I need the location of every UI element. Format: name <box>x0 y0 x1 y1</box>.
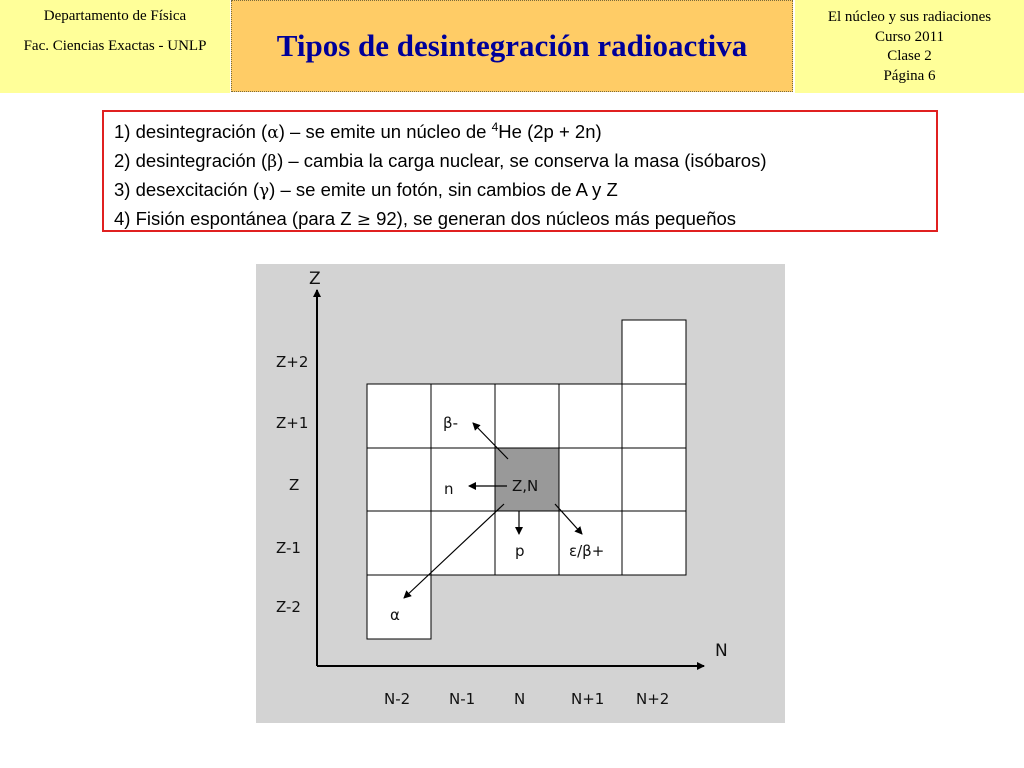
cell-zplus1-nminus1 <box>431 384 495 448</box>
n-tick-label: N-2 <box>384 690 411 708</box>
class-number: Clase 2 <box>887 48 932 64</box>
greater-equal-symbol: ≥ <box>356 210 371 230</box>
z-tick-label: Z-1 <box>276 539 301 557</box>
center-nucleus-label: Z,N <box>512 477 539 495</box>
z-tick-label: Z+1 <box>276 414 309 432</box>
decay-type-alpha <box>114 118 936 147</box>
nuclide-chart-diagram <box>256 264 785 723</box>
decay-text: ) – se emite un núcleo de <box>278 121 492 142</box>
cell-zplus1-nplus1 <box>559 384 622 448</box>
z-tick-label: Z-2 <box>276 598 301 616</box>
decay-text: 2) desintegración ( <box>114 150 268 171</box>
decay-text: ) – se emite un fotón, sin cambios de A y Z <box>269 179 618 200</box>
decay-text: 92), se generan dos núcleos más pequeños <box>370 208 737 229</box>
cell-zplus1-nplus2 <box>622 384 686 448</box>
cell-zminus1-n <box>495 511 559 575</box>
course-topic: El núcleo y sus radiaciones <box>827 9 992 25</box>
n-tick-label: N-1 <box>449 690 476 708</box>
beta-symbol: β <box>267 152 278 172</box>
header-title-panel <box>231 0 793 92</box>
decay-text: 3) desexcitación ( <box>114 179 259 200</box>
decay-text: He (2p + 2n) <box>498 121 602 142</box>
decay-types-box <box>102 110 938 232</box>
faculty-name: Fac. Ciencias Exactas - UNLP <box>23 38 207 54</box>
cell-zplus1-nminus2 <box>367 384 431 448</box>
cell-zplus2-nplus2 <box>622 320 686 384</box>
decay-text: 4) Fisión espontánea (para Z <box>114 208 357 229</box>
cell-zminus1-nplus2 <box>622 511 686 575</box>
decay-type-fission <box>114 205 936 234</box>
ec-beta-plus-label: ε/β+ <box>569 542 605 560</box>
course-year: Curso 2011 <box>874 28 945 45</box>
z-tick-label: Z <box>289 476 300 494</box>
cell-z-nplus2 <box>622 448 686 511</box>
n-tick-label: N+1 <box>571 690 605 708</box>
n-axis-label: N <box>715 641 728 661</box>
nuclide-chart-svg <box>256 264 785 723</box>
decay-type-gamma <box>114 176 936 205</box>
n-tick-label: N <box>514 690 526 708</box>
decay-text: 1) desintegración ( <box>114 121 268 142</box>
cell-z-nminus1 <box>431 448 495 511</box>
alpha-symbol: α <box>267 123 279 143</box>
page-number: Página 6 <box>883 67 936 84</box>
cell-zminus1-nminus2 <box>367 511 431 575</box>
alpha-label: α <box>390 606 400 624</box>
n-tick-label: N+2 <box>636 690 670 708</box>
proton-emission-label: p <box>515 542 525 560</box>
decay-text: ) – cambia la carga nuclear, se conserva la masa (isóbaros) <box>277 150 767 171</box>
header-right-panel <box>795 0 1024 93</box>
cell-z-nplus1 <box>559 448 622 511</box>
beta-minus-label: β- <box>443 414 458 432</box>
z-tick-label: Z+2 <box>276 353 309 371</box>
mass-number-superscript: 4 <box>491 119 499 134</box>
department-name: Departamento de Física <box>43 8 187 24</box>
header-left-panel <box>0 0 230 93</box>
gamma-symbol: γ <box>258 181 270 201</box>
neutron-emission-label: n <box>444 480 454 498</box>
cell-z-nminus2 <box>367 448 431 511</box>
cell-zplus1-n <box>495 384 559 448</box>
slide-title: Tipos de desintegración radioactiva <box>276 28 748 63</box>
decay-type-beta <box>114 147 936 176</box>
z-axis-label: Z <box>309 269 321 289</box>
